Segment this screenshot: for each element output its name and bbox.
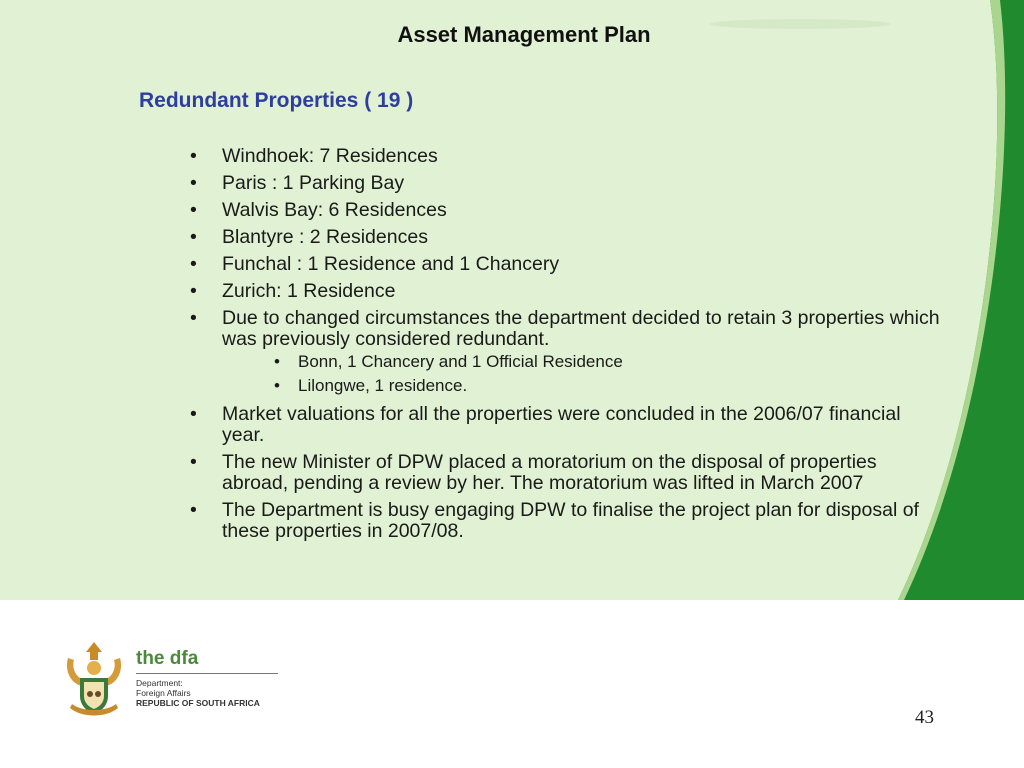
section-heading: Redundant Properties ( 19 ): [139, 89, 414, 112]
list-item: • Walvis Bay: 6 Residences: [190, 200, 940, 227]
note-text: Due to changed circumstances the department decided to retain 3 properties which was previously considered redundant.: [222, 307, 940, 350]
footer-divider: [136, 673, 278, 674]
notes-list: [190, 308, 940, 542]
list-item: • Market valuations for all the properties were concluded in the 2006/07 financial year.: [190, 404, 940, 446]
list-item: • Paris : 1 Parking Bay: [190, 173, 940, 200]
department-name: Foreign Affairs: [136, 688, 191, 698]
page-number: 43: [915, 707, 934, 728]
list-item: • The Department is busy engaging DPW to finalise the project plan for disposal of these properties in 2007/08.: [190, 500, 940, 542]
retained-properties-list: [222, 350, 940, 398]
list-item: [190, 308, 940, 398]
country-name: REPUBLIC OF SOUTH AFRICA: [136, 698, 260, 708]
slide-content: [190, 146, 940, 548]
list-item: • Zurich: 1 Residence: [190, 281, 940, 308]
department-label: Department:: [136, 678, 183, 688]
coat-of-arms-icon: [62, 638, 126, 720]
sub-list-item: • Bonn, 1 Chancery and 1 Official Residence: [222, 350, 940, 374]
dfa-logo-text: the dfa: [136, 648, 199, 669]
slide-title: Asset Management Plan: [397, 22, 651, 47]
list-item: • Windhoek: 7 Residences: [190, 146, 940, 173]
list-item: • The new Minister of DPW placed a moratorium on the disposal of properties abroad, pending a review by her. The moratorium was lifted in March 2007: [190, 452, 940, 494]
sub-list-item: • Lilongwe, 1 residence.: [222, 374, 940, 398]
list-item: • Blantyre : 2 Residences: [190, 227, 940, 254]
redundant-properties-list: [190, 146, 940, 308]
list-item: • Funchal : 1 Residence and 1 Chancery: [190, 254, 940, 281]
